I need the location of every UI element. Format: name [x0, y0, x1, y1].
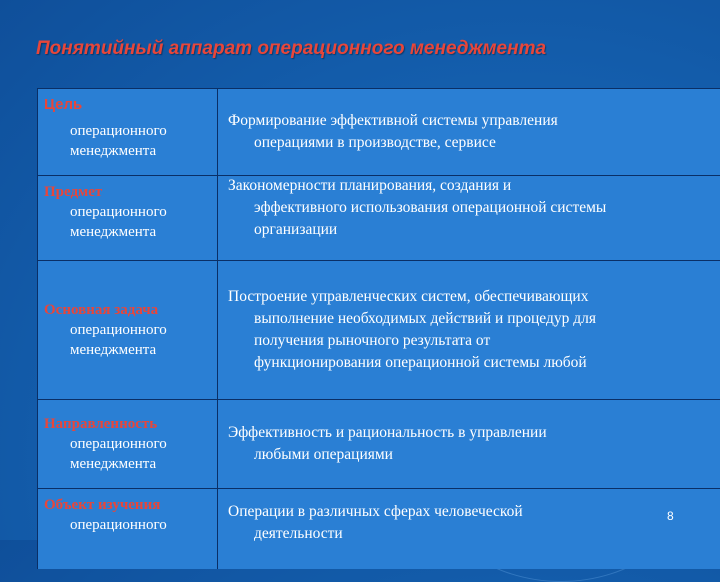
- definition-line: деятельности: [254, 525, 343, 542]
- page-number: 8: [667, 509, 674, 523]
- term-subtext: операционного: [70, 204, 167, 220]
- term-heading: Основная задача: [44, 302, 159, 318]
- table-row: [38, 261, 720, 400]
- definition-cell: [218, 89, 720, 175]
- definition-line: Операции в различных сферах человеческой: [228, 503, 523, 520]
- term-heading: Цель: [44, 96, 83, 113]
- definition-line: выполнение необходимых действий и процедур для: [254, 310, 596, 327]
- table-row: [38, 400, 720, 489]
- definition-cell: [218, 176, 720, 260]
- term-heading: Направленность: [44, 416, 158, 432]
- definition-line: Эффективность и рациональность в управлении: [228, 424, 547, 441]
- term-subtext: операционного: [70, 123, 167, 139]
- term-cell: [38, 89, 218, 175]
- definition-line: организации: [254, 221, 338, 238]
- definition-cell: [218, 489, 720, 569]
- slide-title: Понятийный аппарат операционного менеджмента: [36, 38, 547, 59]
- definition-line: эффективного использования операционной системы: [254, 199, 607, 216]
- term-cell: [38, 176, 218, 260]
- definition-line: Закономерности планирования, создания и: [228, 177, 512, 194]
- definition-line: получения рыночного результата от: [254, 332, 491, 349]
- term-cell: [38, 400, 218, 488]
- term-subtext: менеджмента: [70, 224, 157, 240]
- term-cell: [38, 489, 218, 569]
- term-subtext: менеджмента: [70, 456, 157, 472]
- definition-line: операциями в производстве, сервисе: [254, 134, 496, 151]
- term-heading: Объект изучения: [44, 497, 161, 513]
- term-heading: Предмет: [44, 184, 103, 200]
- term-subtext: менеджмента: [70, 342, 157, 358]
- term-subtext: операционного: [70, 436, 167, 452]
- term-subtext: операционного: [70, 517, 167, 533]
- definition-cell: [218, 261, 720, 399]
- term-subtext: операционного: [70, 322, 167, 338]
- definition-cell: [218, 400, 720, 488]
- term-subtext: менеджмента: [70, 143, 157, 159]
- table-row: [38, 89, 720, 176]
- term-cell: [38, 261, 218, 399]
- table-row: [38, 489, 720, 569]
- definitions-table: [37, 88, 720, 569]
- definition-line: Формирование эффективной системы управления: [228, 112, 558, 129]
- table-row: [38, 176, 720, 261]
- definition-line: функционирования операционной системы любой: [254, 354, 587, 371]
- definition-line: любыми операциями: [254, 446, 393, 463]
- definition-line: Построение управленческих систем, обеспечивающих: [228, 288, 589, 305]
